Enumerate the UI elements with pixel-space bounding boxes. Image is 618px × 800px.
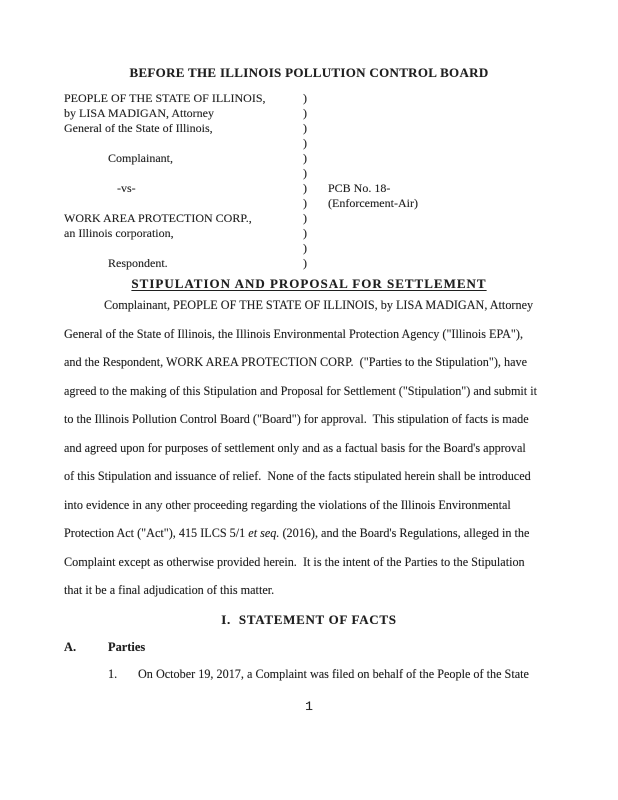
caption-row xyxy=(64,181,556,196)
paragraph-line: and the Respondent, WORK AREA PROTECTION CORP. ("Parties to the Stipulation"), have xyxy=(64,355,528,369)
section-heading: I. STATEMENT OF FACTS xyxy=(221,612,397,627)
paragraph-line: into evidence in any other proceeding regarding the violations of the Illinois Environmental xyxy=(64,497,511,512)
caption-row xyxy=(64,226,556,241)
paragraph-line: and agreed upon for purposes of settlement only and as a factual basis for the Board's approval xyxy=(64,440,526,455)
plaintiff-line: PEOPLE OF THE STATE OF ILLINOIS, xyxy=(64,91,266,105)
stipulation-paragraph xyxy=(64,291,564,605)
paragraph-line: that it be a final adjudication of this matter. xyxy=(64,583,275,597)
paragraph-line: to the Illinois Pollution Control Board ("Board") for approval. This stipulation of facts is made xyxy=(64,412,529,426)
document-heading-text: STIPULATION AND PROPOSAL FOR SETTLEMENT xyxy=(131,276,487,291)
caption-paren: ) xyxy=(303,226,307,240)
complainant-label: Complainant, xyxy=(108,151,173,165)
paragraph-line: Complaint except as otherwise provided herein. It is the intent of the Parties to the Stipulation xyxy=(64,554,525,569)
caption-paren: ) xyxy=(303,181,307,195)
caption-paren: ) xyxy=(303,136,307,150)
case-type: (Enforcement-Air) xyxy=(328,196,418,210)
caption-paren: ) xyxy=(303,241,307,255)
caption-row xyxy=(64,136,556,151)
paragraph-line xyxy=(64,519,564,548)
caption-row xyxy=(64,196,556,211)
caption-paren: ) xyxy=(303,106,307,120)
paragraph-line: agreed to the making of this Stipulation and Proposal for Settlement ("Stipulation") and submit it xyxy=(64,383,538,398)
paragraph-line: of this Stipulation and issuance of relief. None of the facts stipulated herein shall be introduced xyxy=(64,469,531,483)
subsection-heading xyxy=(64,640,564,656)
respondent-label: Respondent. xyxy=(108,256,168,270)
numbered-item xyxy=(64,667,584,683)
paragraph-line: Complainant, PEOPLE OF THE STATE OF ILLINOIS, by LISA MADIGAN, Attorney xyxy=(104,298,534,312)
citation-post: (2016), and the Board's Regulations, alleged in the xyxy=(279,526,530,540)
caption-paren: ) xyxy=(303,256,307,270)
caption-paren: ) xyxy=(303,151,307,165)
subsection-title: Parties xyxy=(108,640,146,654)
item-text: On October 19, 2017, a Complaint was filed on behalf of the People of the State xyxy=(138,667,529,681)
caption-row xyxy=(64,106,556,121)
caption-paren: ) xyxy=(303,196,307,210)
page-number: 1 xyxy=(305,699,313,714)
respondent-line: WORK AREA PROTECTION CORP., xyxy=(64,211,252,225)
caption-row xyxy=(64,241,556,256)
vs-label: -vs- xyxy=(117,181,136,195)
caption-row xyxy=(64,121,556,136)
case-caption xyxy=(64,91,556,271)
citation-et-seq: et seq. xyxy=(248,526,280,540)
court-title: BEFORE THE ILLINOIS POLLUTION CONTROL BOARD xyxy=(129,65,489,80)
plaintiff-line: by LISA MADIGAN, Attorney xyxy=(64,106,214,120)
case-number: PCB No. 18- xyxy=(328,181,391,195)
caption-paren: ) xyxy=(303,166,307,180)
caption-paren: ) xyxy=(303,91,307,105)
caption-row xyxy=(64,256,556,271)
document-heading xyxy=(0,276,618,292)
plaintiff-line: General of the State of Illinois, xyxy=(64,121,213,135)
caption-paren: ) xyxy=(303,211,307,225)
respondent-line: an Illinois corporation, xyxy=(64,226,174,240)
caption-row xyxy=(64,211,556,226)
caption-row xyxy=(64,166,556,181)
caption-row xyxy=(64,91,556,106)
subsection-letter: A. xyxy=(64,640,77,654)
caption-row xyxy=(64,151,556,166)
paragraph-line: General of the State of Illinois, the Illinois Environmental Protection Agency ("Illinois EPA"), xyxy=(64,326,523,341)
citation-pre: Protection Act ("Act"), 415 ILCS 5/1 xyxy=(64,526,249,540)
caption-paren: ) xyxy=(303,121,307,135)
item-number: 1. xyxy=(108,667,118,681)
